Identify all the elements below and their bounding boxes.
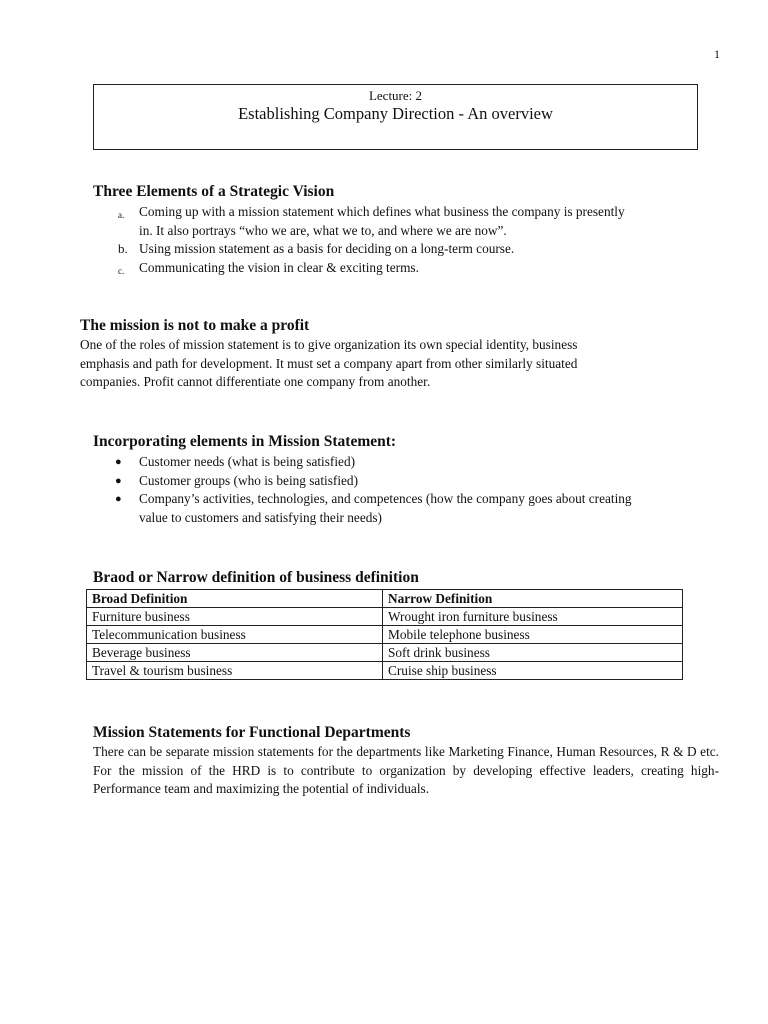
table-cell: Beverage business bbox=[87, 644, 383, 662]
table-cell: Furniture business bbox=[87, 608, 383, 626]
list-item-text: Communicating the vision in clear & exciting terms. bbox=[139, 259, 419, 275]
section-heading-strategic-vision: Three Elements of a Strategic Vision bbox=[93, 183, 335, 200]
title-box bbox=[93, 84, 698, 150]
list-item bbox=[93, 453, 733, 472]
table-cell: Mobile telephone business bbox=[383, 626, 683, 644]
list-item-text: Customer groups (who is being satisfied) bbox=[139, 472, 359, 488]
mission-profit-paragraph bbox=[80, 336, 720, 392]
bullet-icon: ● bbox=[115, 474, 122, 487]
list-item bbox=[93, 490, 733, 527]
table-header-row bbox=[87, 590, 683, 608]
bullet-icon: ● bbox=[115, 456, 122, 468]
paragraph-line: One of the roles of mission statement is to give organization its own special identity, business bbox=[80, 337, 578, 352]
table-cell: Wrought iron furniture business bbox=[383, 608, 683, 626]
list-item-text-cont: value to customers and satisfying their needs) bbox=[139, 509, 382, 525]
list-item bbox=[93, 472, 733, 491]
list-item-text: Using mission statement as a basis for deciding on a long-term course. bbox=[139, 241, 515, 256]
table-header-cell: Narrow Definition bbox=[383, 590, 683, 608]
list-item-text: Company’s activities, technologies, and competences (how the company goes about creating bbox=[139, 491, 632, 506]
list-item-text: Customer needs (what is being satisfied) bbox=[139, 454, 356, 469]
definition-table bbox=[86, 589, 683, 680]
table-cell: Travel & tourism business bbox=[87, 662, 383, 680]
list-marker: a. bbox=[118, 210, 125, 220]
table-cell: Telecommunication business bbox=[87, 626, 383, 644]
table-row bbox=[87, 662, 683, 680]
paragraph-line: companies. Profit cannot differentiate one company from another. bbox=[80, 374, 431, 389]
list-item-text-cont: in. It also portrays “who we are, what we to, and where we are now”. bbox=[139, 222, 507, 238]
table-cell: Soft drink business bbox=[383, 644, 683, 662]
section-heading-functional-departments: Mission Statements for Functional Departments bbox=[93, 724, 411, 741]
list-item bbox=[93, 240, 733, 259]
table-header-cell: Broad Definition bbox=[87, 590, 383, 608]
list-marker: b. bbox=[118, 241, 128, 256]
table-cell: Cruise ship business bbox=[383, 662, 683, 680]
list-marker: c. bbox=[118, 265, 125, 276]
page-number: 1 bbox=[714, 47, 720, 61]
document-title: Establishing Company Direction - An overview bbox=[238, 104, 553, 123]
functional-departments-paragraph: There can be separate mission statements for the departments like Marketing Finance, Human Resources, R & D etc. For the mission of the HRD is to contribute to organization by developing effective leaders, creating high-Performance team and maximizing the potential of individuals. bbox=[93, 744, 719, 796]
bullet-icon: ● bbox=[115, 493, 122, 505]
lecture-label: Lecture: 2 bbox=[368, 88, 423, 103]
list-item bbox=[93, 259, 733, 278]
table-row bbox=[87, 608, 683, 626]
table-row bbox=[87, 626, 683, 644]
list-item-text: Coming up with a mission statement which defines what business the company is presently bbox=[139, 204, 625, 219]
list-item bbox=[93, 203, 733, 240]
section-heading-business-definition: Braod or Narrow definition of business definition bbox=[93, 569, 419, 586]
paragraph-line: emphasis and path for development. It must set a company apart from other similarly situated bbox=[80, 355, 578, 371]
mission-elements-list bbox=[93, 453, 733, 527]
strategic-vision-list bbox=[93, 203, 733, 277]
section-heading-mission-elements: Incorporating elements in Mission Statement: bbox=[93, 433, 397, 450]
table-row bbox=[87, 644, 683, 662]
section-heading-mission-profit: The mission is not to make a profit bbox=[80, 317, 310, 334]
